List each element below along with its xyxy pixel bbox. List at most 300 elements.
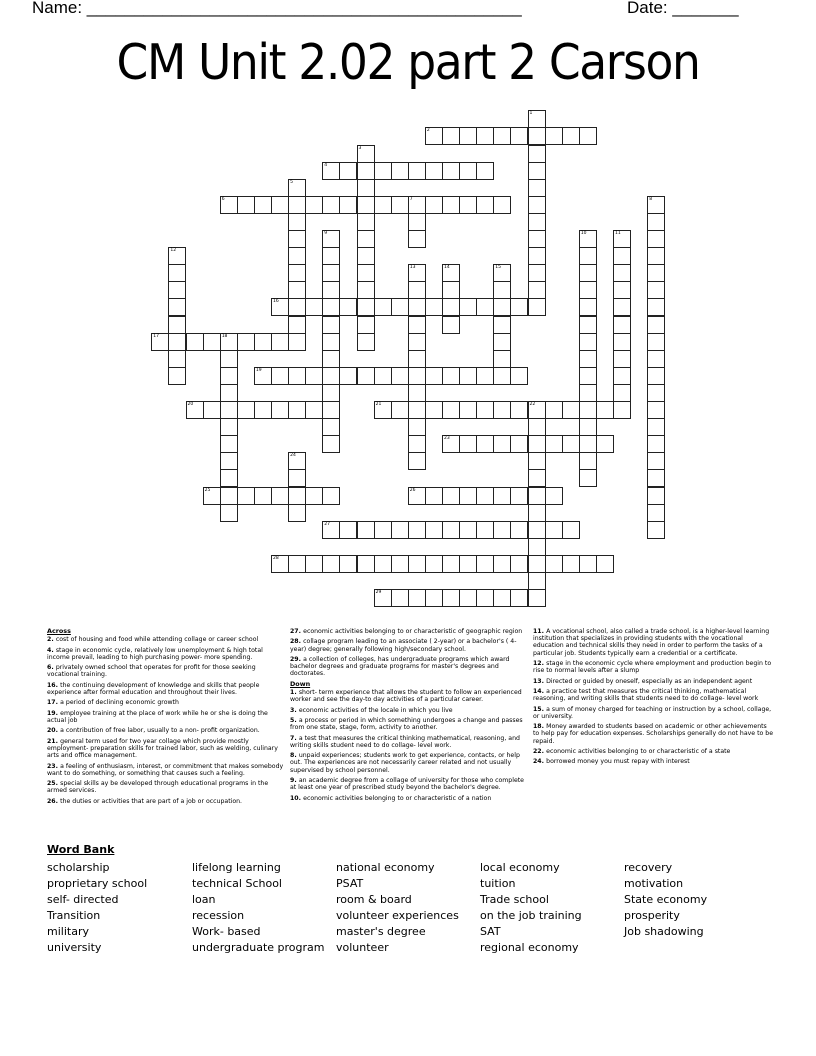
grid-cell[interactable] (408, 333, 426, 351)
grid-cell[interactable] (493, 555, 511, 573)
grid-cell[interactable] (442, 521, 460, 539)
grid-cell[interactable] (493, 589, 511, 607)
grid-cell[interactable] (613, 367, 631, 385)
grid-cell[interactable] (425, 298, 443, 316)
grid-cell[interactable] (493, 367, 511, 385)
grid-cell[interactable] (579, 367, 597, 385)
grid-cell[interactable] (271, 401, 289, 419)
grid-cell[interactable] (510, 127, 528, 145)
grid-cell[interactable] (510, 435, 528, 453)
grid-cell[interactable] (305, 555, 323, 573)
grid-cell[interactable] (305, 487, 323, 505)
grid-cell[interactable] (220, 418, 238, 436)
grid-cell[interactable] (408, 298, 426, 316)
grid-cell[interactable] (647, 247, 665, 265)
grid-cell[interactable] (408, 230, 426, 248)
grid-cell[interactable] (647, 384, 665, 402)
grid-cell[interactable] (220, 435, 238, 453)
grid-cell[interactable] (322, 367, 340, 385)
grid-cell[interactable] (476, 127, 494, 145)
grid-cell[interactable] (493, 196, 511, 214)
grid-cell[interactable] (220, 384, 238, 402)
grid-cell[interactable] (442, 162, 460, 180)
grid-cell[interactable] (271, 555, 289, 573)
grid-cell[interactable] (647, 435, 665, 453)
grid-cell[interactable] (596, 555, 614, 573)
grid-cell[interactable] (528, 589, 546, 607)
grid-cell[interactable] (357, 333, 375, 351)
grid-cell[interactable] (322, 298, 340, 316)
grid-cell[interactable] (528, 196, 546, 214)
grid-cell[interactable] (254, 487, 272, 505)
grid-cell[interactable] (322, 196, 340, 214)
grid-cell[interactable] (493, 435, 511, 453)
grid-cell[interactable] (425, 487, 443, 505)
grid-cell[interactable] (168, 316, 186, 334)
grid-cell[interactable] (545, 521, 563, 539)
grid-cell[interactable] (647, 213, 665, 231)
grid-cell[interactable] (408, 264, 426, 282)
grid-cell[interactable] (493, 333, 511, 351)
grid-cell[interactable] (510, 589, 528, 607)
grid-cell[interactable] (271, 367, 289, 385)
grid-cell[interactable] (339, 555, 357, 573)
grid-cell[interactable] (425, 589, 443, 607)
grid-cell[interactable] (647, 452, 665, 470)
grid-cell[interactable] (493, 350, 511, 368)
grid-cell[interactable] (408, 316, 426, 334)
grid-cell[interactable] (168, 333, 186, 351)
grid-cell[interactable] (579, 469, 597, 487)
grid-cell[interactable] (322, 350, 340, 368)
grid-cell[interactable] (528, 555, 546, 573)
grid-cell[interactable] (288, 196, 306, 214)
grid-cell[interactable] (647, 521, 665, 539)
grid-cell[interactable] (391, 162, 409, 180)
grid-cell[interactable] (562, 555, 580, 573)
grid-cell[interactable] (254, 333, 272, 351)
grid-cell[interactable] (357, 179, 375, 197)
grid-cell[interactable] (425, 521, 443, 539)
grid-cell[interactable] (579, 401, 597, 419)
grid-cell[interactable] (442, 555, 460, 573)
grid-cell[interactable] (288, 504, 306, 522)
grid-cell[interactable] (647, 264, 665, 282)
grid-cell[interactable] (322, 487, 340, 505)
grid-cell[interactable] (476, 589, 494, 607)
grid-cell[interactable] (459, 196, 477, 214)
grid-cell[interactable] (357, 162, 375, 180)
grid-cell[interactable] (339, 162, 357, 180)
grid-cell[interactable] (220, 469, 238, 487)
grid-cell[interactable] (528, 247, 546, 265)
grid-cell[interactable] (425, 196, 443, 214)
grid-cell[interactable] (220, 401, 238, 419)
grid-cell[interactable] (510, 487, 528, 505)
grid-cell[interactable] (647, 504, 665, 522)
grid-cell[interactable] (322, 555, 340, 573)
grid-cell[interactable] (288, 179, 306, 197)
grid-cell[interactable] (203, 487, 221, 505)
grid-cell[interactable] (357, 298, 375, 316)
grid-cell[interactable] (203, 333, 221, 351)
grid-cell[interactable] (459, 589, 477, 607)
grid-cell[interactable] (442, 264, 460, 282)
grid-cell[interactable] (374, 521, 392, 539)
grid-cell[interactable] (374, 401, 392, 419)
grid-cell[interactable] (476, 298, 494, 316)
grid-cell[interactable] (442, 298, 460, 316)
grid-cell[interactable] (288, 333, 306, 351)
grid-cell[interactable] (408, 350, 426, 368)
grid-cell[interactable] (528, 418, 546, 436)
grid-cell[interactable] (613, 350, 631, 368)
grid-cell[interactable] (288, 555, 306, 573)
grid-cell[interactable] (442, 487, 460, 505)
grid-cell[interactable] (357, 555, 375, 573)
grid-cell[interactable] (459, 162, 477, 180)
grid-cell[interactable] (528, 281, 546, 299)
grid-cell[interactable] (528, 230, 546, 248)
grid-cell[interactable] (408, 487, 426, 505)
grid-cell[interactable] (596, 401, 614, 419)
grid-cell[interactable] (562, 521, 580, 539)
grid-cell[interactable] (425, 162, 443, 180)
grid-cell[interactable] (186, 401, 204, 419)
grid-cell[interactable] (493, 521, 511, 539)
grid-cell[interactable] (459, 298, 477, 316)
grid-cell[interactable] (305, 196, 323, 214)
grid-cell[interactable] (493, 298, 511, 316)
grid-cell[interactable] (357, 213, 375, 231)
grid-cell[interactable] (528, 264, 546, 282)
grid-cell[interactable] (493, 281, 511, 299)
grid-cell[interactable] (339, 196, 357, 214)
grid-cell[interactable] (322, 521, 340, 539)
grid-cell[interactable] (271, 333, 289, 351)
grid-cell[interactable] (322, 384, 340, 402)
grid-cell[interactable] (357, 521, 375, 539)
grid-cell[interactable] (305, 401, 323, 419)
grid-cell[interactable] (408, 521, 426, 539)
grid-cell[interactable] (613, 247, 631, 265)
grid-cell[interactable] (579, 264, 597, 282)
grid-cell[interactable] (579, 452, 597, 470)
grid-cell[interactable] (579, 350, 597, 368)
grid-cell[interactable] (647, 281, 665, 299)
grid-cell[interactable] (220, 487, 238, 505)
grid-cell[interactable] (528, 110, 546, 128)
grid-cell[interactable] (459, 435, 477, 453)
grid-cell[interactable] (596, 435, 614, 453)
grid-cell[interactable] (425, 555, 443, 573)
grid-cell[interactable] (357, 230, 375, 248)
grid-cell[interactable] (476, 521, 494, 539)
grid-cell[interactable] (391, 521, 409, 539)
grid-cell[interactable] (220, 504, 238, 522)
grid-cell[interactable] (528, 572, 546, 590)
grid-cell[interactable] (647, 418, 665, 436)
grid-cell[interactable] (510, 555, 528, 573)
grid-cell[interactable] (528, 179, 546, 197)
grid-cell[interactable] (408, 418, 426, 436)
grid-cell[interactable] (528, 213, 546, 231)
grid-cell[interactable] (545, 435, 563, 453)
grid-cell[interactable] (374, 162, 392, 180)
grid-cell[interactable] (220, 350, 238, 368)
grid-cell[interactable] (528, 452, 546, 470)
grid-cell[interactable] (408, 281, 426, 299)
grid-cell[interactable] (339, 521, 357, 539)
grid-cell[interactable] (545, 487, 563, 505)
grid-cell[interactable] (476, 162, 494, 180)
grid-cell[interactable] (357, 281, 375, 299)
grid-cell[interactable] (528, 538, 546, 556)
grid-cell[interactable] (528, 162, 546, 180)
grid-cell[interactable] (442, 316, 460, 334)
grid-cell[interactable] (322, 401, 340, 419)
grid-cell[interactable] (647, 367, 665, 385)
grid-cell[interactable] (168, 247, 186, 265)
grid-cell[interactable] (545, 555, 563, 573)
grid-cell[interactable] (528, 401, 546, 419)
grid-cell[interactable] (442, 401, 460, 419)
grid-cell[interactable] (408, 384, 426, 402)
grid-cell[interactable] (613, 333, 631, 351)
grid-cell[interactable] (408, 162, 426, 180)
cell-number: 21 (375, 402, 382, 407)
grid-cell[interactable] (613, 384, 631, 402)
grid-cell[interactable] (374, 298, 392, 316)
grid-cell[interactable] (528, 435, 546, 453)
grid-cell[interactable] (545, 127, 563, 145)
grid-cell[interactable] (613, 298, 631, 316)
grid-cell[interactable] (357, 145, 375, 163)
grid-cell[interactable] (151, 333, 169, 351)
grid-cell[interactable] (613, 401, 631, 419)
grid-cell[interactable] (237, 401, 255, 419)
grid-cell[interactable] (305, 367, 323, 385)
grid-cell[interactable] (647, 350, 665, 368)
grid-cell[interactable] (493, 401, 511, 419)
grid-cell[interactable] (579, 418, 597, 436)
grid-cell[interactable] (528, 145, 546, 163)
grid-cell[interactable] (425, 127, 443, 145)
grid-cell[interactable] (647, 316, 665, 334)
grid-cell[interactable] (528, 469, 546, 487)
grid-cell[interactable] (391, 555, 409, 573)
grid-cell[interactable] (579, 333, 597, 351)
grid-cell[interactable] (220, 196, 238, 214)
grid-cell[interactable] (305, 298, 323, 316)
grid-cell[interactable] (391, 367, 409, 385)
grid-cell[interactable] (510, 298, 528, 316)
grid-cell[interactable] (579, 298, 597, 316)
grid-cell[interactable] (647, 230, 665, 248)
grid-cell[interactable] (288, 316, 306, 334)
grid-cell[interactable] (339, 367, 357, 385)
grid-cell[interactable] (442, 127, 460, 145)
grid-cell[interactable] (220, 333, 238, 351)
grid-cell[interactable] (613, 230, 631, 248)
grid-cell[interactable] (374, 555, 392, 573)
grid-cell[interactable] (459, 127, 477, 145)
grid-cell[interactable] (322, 247, 340, 265)
grid-cell[interactable] (220, 367, 238, 385)
grid-cell[interactable] (374, 196, 392, 214)
grid-cell[interactable] (357, 247, 375, 265)
grid-cell[interactable] (357, 367, 375, 385)
grid-cell[interactable] (357, 196, 375, 214)
grid-cell[interactable] (322, 281, 340, 299)
grid-cell[interactable] (476, 555, 494, 573)
grid-cell[interactable] (613, 281, 631, 299)
grid-cell[interactable] (459, 367, 477, 385)
grid-cell[interactable] (391, 589, 409, 607)
grid-cell[interactable] (288, 230, 306, 248)
grid-cell[interactable] (579, 127, 597, 145)
grid-cell[interactable] (186, 333, 204, 351)
grid-cell[interactable] (493, 127, 511, 145)
grid-cell[interactable] (408, 367, 426, 385)
grid-cell[interactable] (408, 452, 426, 470)
grid-cell[interactable] (528, 487, 546, 505)
grid-cell[interactable] (476, 487, 494, 505)
grid-cell[interactable] (168, 367, 186, 385)
grid-cell[interactable] (476, 196, 494, 214)
grid-cell[interactable] (237, 487, 255, 505)
grid-cell[interactable] (442, 435, 460, 453)
grid-cell[interactable] (528, 298, 546, 316)
grid-cell[interactable] (647, 487, 665, 505)
grid-cell[interactable] (562, 435, 580, 453)
grid-cell[interactable] (579, 316, 597, 334)
grid-cell[interactable] (408, 589, 426, 607)
grid-cell[interactable] (510, 521, 528, 539)
grid-cell[interactable] (493, 316, 511, 334)
grid-cell[interactable] (408, 196, 426, 214)
grid-cell[interactable] (237, 333, 255, 351)
grid-cell[interactable] (288, 367, 306, 385)
grid-cell[interactable] (647, 469, 665, 487)
grid-cell[interactable] (339, 298, 357, 316)
clue-number: 8 . (290, 752, 299, 759)
grid-cell[interactable] (374, 589, 392, 607)
grid-cell[interactable] (528, 127, 546, 145)
grid-cell[interactable] (220, 452, 238, 470)
grid-cell[interactable] (288, 247, 306, 265)
grid-cell[interactable] (528, 504, 546, 522)
grid-cell[interactable] (322, 316, 340, 334)
grid-cell[interactable] (528, 521, 546, 539)
grid-cell[interactable] (237, 196, 255, 214)
grid-cell[interactable] (288, 281, 306, 299)
grid-cell[interactable] (322, 162, 340, 180)
grid-cell[interactable] (288, 401, 306, 419)
grid-cell[interactable] (203, 401, 221, 419)
grid-cell[interactable] (408, 555, 426, 573)
grid-cell[interactable] (476, 401, 494, 419)
grid-cell[interactable] (425, 401, 443, 419)
grid-cell[interactable] (271, 196, 289, 214)
grid-cell[interactable] (493, 264, 511, 282)
grid-cell[interactable] (579, 230, 597, 248)
grid-cell[interactable] (288, 487, 306, 505)
grid-cell[interactable] (254, 196, 272, 214)
grid-cell[interactable] (493, 487, 511, 505)
grid-cell[interactable] (545, 401, 563, 419)
clue-item (47, 710, 285, 724)
grid-cell[interactable] (288, 213, 306, 231)
grid-cell[interactable] (254, 367, 272, 385)
grid-cell[interactable] (357, 264, 375, 282)
grid-cell[interactable] (459, 555, 477, 573)
grid-cell[interactable] (562, 401, 580, 419)
grid-cell[interactable] (288, 264, 306, 282)
grid-cell[interactable] (288, 469, 306, 487)
grid-cell[interactable] (647, 196, 665, 214)
grid-cell[interactable] (168, 298, 186, 316)
grid-cell[interactable] (322, 230, 340, 248)
grid-cell[interactable] (425, 367, 443, 385)
grid-cell[interactable] (391, 196, 409, 214)
grid-cell[interactable] (613, 316, 631, 334)
grid-cell[interactable] (288, 298, 306, 316)
grid-cell[interactable] (579, 247, 597, 265)
grid-cell[interactable] (442, 281, 460, 299)
grid-cell[interactable] (374, 367, 392, 385)
grid-cell[interactable] (322, 264, 340, 282)
grid-cell[interactable] (168, 281, 186, 299)
grid-cell[interactable] (322, 333, 340, 351)
grid-cell[interactable] (510, 401, 528, 419)
grid-cell[interactable] (442, 589, 460, 607)
grid-cell[interactable] (579, 384, 597, 402)
grid-cell[interactable] (408, 435, 426, 453)
grid-cell[interactable] (562, 127, 580, 145)
grid-cell[interactable] (254, 401, 272, 419)
grid-cell[interactable] (357, 316, 375, 334)
grid-cell[interactable] (271, 487, 289, 505)
grid-cell[interactable] (510, 367, 528, 385)
grid-cell[interactable] (442, 367, 460, 385)
grid-cell[interactable] (271, 298, 289, 316)
grid-cell[interactable] (647, 401, 665, 419)
grid-cell[interactable] (647, 333, 665, 351)
grid-cell[interactable] (459, 521, 477, 539)
grid-cell[interactable] (579, 281, 597, 299)
grid-cell[interactable] (613, 264, 631, 282)
grid-cell[interactable] (476, 435, 494, 453)
grid-cell[interactable] (459, 401, 477, 419)
grid-cell[interactable] (168, 350, 186, 368)
grid-cell[interactable] (459, 487, 477, 505)
clue-number: 17 . (47, 699, 60, 706)
grid-cell[interactable] (579, 435, 597, 453)
grid-cell[interactable] (408, 213, 426, 231)
grid-cell[interactable] (168, 264, 186, 282)
grid-cell[interactable] (579, 555, 597, 573)
grid-cell[interactable] (647, 298, 665, 316)
grid-cell[interactable] (288, 452, 306, 470)
grid-cell[interactable] (391, 401, 409, 419)
grid-cell[interactable] (391, 298, 409, 316)
grid-cell[interactable] (442, 196, 460, 214)
grid-cell[interactable] (408, 401, 426, 419)
grid-cell[interactable] (322, 418, 340, 436)
grid-cell[interactable] (476, 367, 494, 385)
grid-cell[interactable] (322, 435, 340, 453)
